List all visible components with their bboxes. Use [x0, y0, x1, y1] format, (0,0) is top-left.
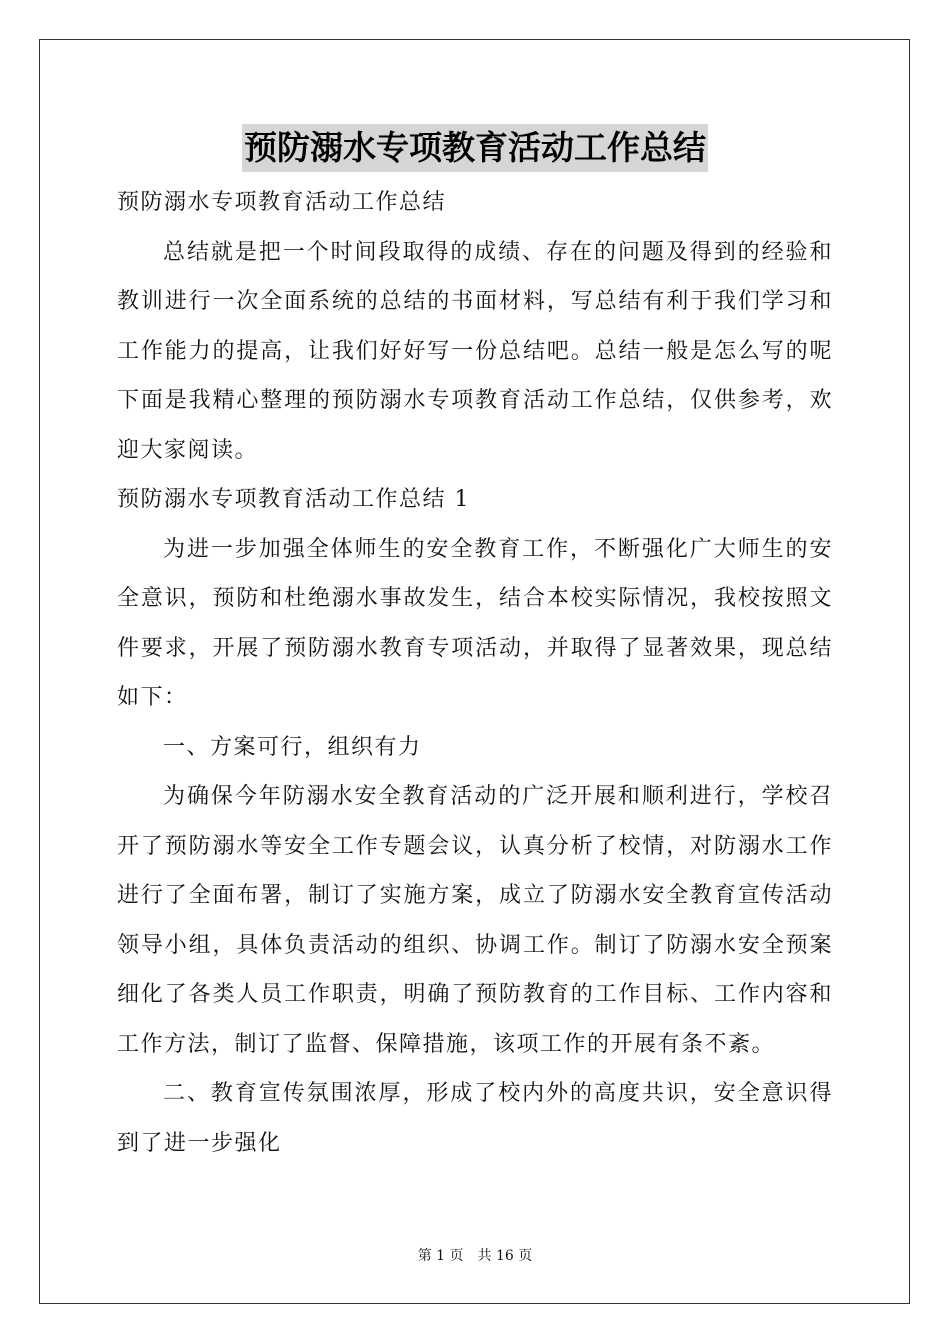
body-paragraph: 为进一步加强全体师生的安全教育工作，不断强化广大师生的安全意识，预防和杜绝溺水事故发生，结合本校实际情况，我校按照文件要求，开展了预防溺水教育专项活动，并取得了显著效果，现总结如下：	[117, 536, 833, 710]
document-body	[117, 178, 833, 1168]
subsection-heading: 二、教育宣传氛围浓厚，形成了校内外的高度共识，安全意识得到了进一步强化	[117, 1081, 833, 1156]
section-heading: 预防溺水专项教育活动工作总结 1	[117, 487, 470, 512]
body-paragraph: 为确保今年防溺水安全教育活动的广泛开展和顺利进行，学校召开了预防溺水等安全工作专题会议，认真分析了校情，对防溺水工作进行了全面布署，制订了实施方案，成立了防溺水安全教育宣传活动领导小组，具体负责活动的组织、协调工作。制订了防溺水安全预案细化了各类人员工作职责，明确了预防教育的工作目标、工作内容和工作方法，制订了监督、保障措施，该项工作的开展有条不紊。	[117, 784, 833, 1057]
document-subtitle: 预防溺水专项教育活动工作总结	[117, 190, 447, 215]
document-title: 预防溺水专项教育活动工作总结	[242, 124, 708, 172]
page-total: 共 16 页	[477, 1248, 533, 1264]
subsection-heading: 一、方案可行，组织有力	[163, 734, 422, 760]
page-footer	[0, 1247, 950, 1265]
intro-paragraph: 总结就是把一个时间段取得的成绩、存在的问题及得到的经验和教训进行一次全面系统的总结的书面材料，写总结有利于我们学习和工作能力的提高，让我们好好写一份总结吧。总结一般是怎么写的呢下面是我精心整理的预防溺水专项教育活动工作总结，仅供参考，欢迎大家阅读。	[117, 239, 833, 463]
title-container	[0, 124, 950, 172]
page-number: 第 1 页	[417, 1248, 464, 1264]
